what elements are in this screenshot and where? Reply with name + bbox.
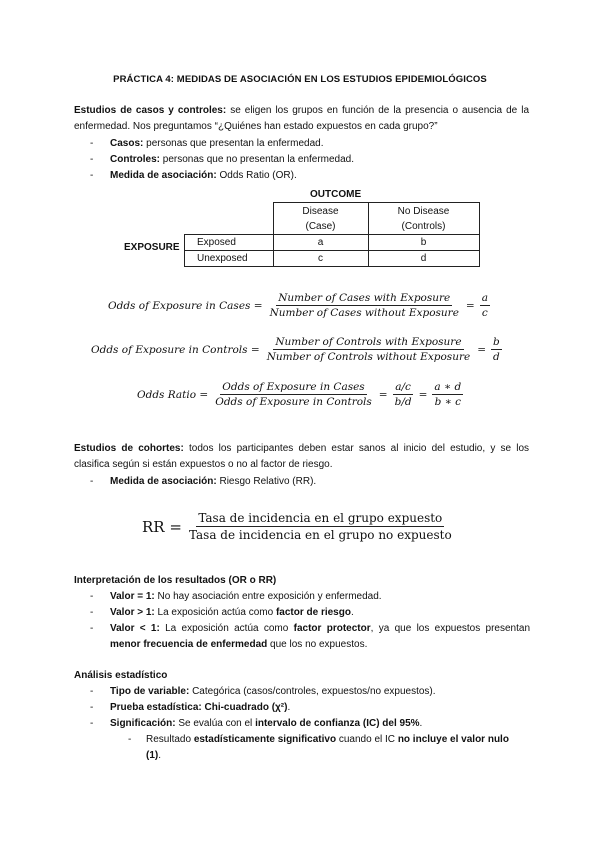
cohortes-paragraph: [74, 441, 529, 473]
denominator: Number of Cases without Exposure: [269, 307, 459, 319]
bullet-dash: -: [90, 686, 94, 697]
fraction: [213, 381, 374, 408]
header-line: (Controls): [401, 220, 446, 232]
casos-controles-intro: se eligen los grupos en función de la presencia o ausencia de la enfermedad. Nos preguntamos “¿Quiénes han estado expuestos en cada grupo?”: [74, 105, 529, 132]
formula-lhs: Odds of Exposure in Controls =: [91, 343, 260, 356]
bullet-label: Valor < 1:: [110, 623, 160, 634]
interpretacion-heading: Interpretación de los resultados (OR o RR): [74, 575, 277, 586]
bullet-label: Valor > 1:: [110, 607, 155, 618]
bullet-text: La exposición actúa como: [154, 607, 276, 618]
formula-lhs: Odds Ratio =: [137, 388, 209, 401]
casos-controles-paragraph: [74, 103, 529, 135]
analisis-heading: Análisis estadístico: [74, 670, 168, 681]
numerator: Number of Cases with Exposure: [278, 292, 451, 304]
bullet-dash: -: [90, 154, 94, 165]
numerator: Odds of Exposure in Cases: [222, 381, 365, 393]
bullet-text: Se evalúa con el: [175, 718, 256, 729]
bullet-dash: -: [90, 718, 94, 729]
numerator: b: [493, 336, 500, 348]
numerator: a/c: [395, 381, 411, 393]
bullet-text: No hay asociación entre exposición y enfermedad.: [154, 591, 382, 602]
bullet-dash: -: [90, 607, 94, 618]
bullet-label: Valor = 1:: [110, 591, 155, 602]
bullet-label: Medida de asociación:: [110, 170, 217, 181]
table-cell-d: d: [368, 251, 479, 267]
bullet-text: Resultado: [146, 734, 194, 745]
denominator: b/d: [394, 396, 412, 408]
fraction: [393, 381, 414, 408]
bullet-emphasis: factor protector: [293, 623, 371, 634]
equals-sign: =: [477, 343, 487, 356]
numerator: a: [481, 292, 488, 304]
equals-sign: =: [378, 388, 388, 401]
bullet-emphasis: menor frecuencia de enfermedad: [110, 639, 268, 650]
denominator: Odds of Exposure in Controls: [215, 396, 372, 408]
bullet-dash: -: [90, 476, 94, 487]
fraction: [187, 511, 454, 542]
bullet-text: personas que no presentan la enfermedad.: [160, 154, 355, 165]
bullet-emphasis: no incluye el valor nulo (1): [146, 734, 509, 761]
row-label-unexposed: Unexposed: [185, 251, 274, 267]
table-header-disease: [273, 203, 368, 235]
exposure-label: EXPOSURE: [124, 242, 180, 253]
bullet-text: cuando el IC: [336, 734, 398, 745]
casos-controles-heading: Estudios de casos y controles:: [74, 105, 227, 116]
fraction: [432, 381, 463, 408]
fraction: [268, 292, 461, 319]
denominator: Tasa de incidencia en el grupo no expuesto: [188, 528, 452, 542]
denominator: d: [493, 351, 500, 363]
formula-odds-controls: [91, 336, 507, 363]
cohortes-heading: Estudios de cohortes:: [74, 443, 184, 454]
table-cell-a: a: [273, 235, 368, 251]
bullet-label: Controles:: [110, 154, 160, 165]
bullet-emphasis: Chi-cuadrado (χ²): [201, 702, 288, 713]
denominator: b ∗ c: [434, 396, 461, 408]
equals-sign: =: [418, 388, 428, 401]
bullet-label: Medida de asociación:: [110, 476, 217, 487]
header-line: No Disease: [397, 205, 450, 217]
bullet-text: La exposición actúa como: [159, 623, 294, 634]
bullet-text: .: [158, 750, 162, 761]
bullet-text: Odds Ratio (OR).: [216, 170, 297, 181]
fraction: [265, 336, 473, 363]
formula-odds-cases: [108, 292, 495, 319]
denominator: c: [481, 307, 488, 319]
numerator: a ∗ d: [434, 381, 462, 393]
table-corner-cell: [185, 203, 274, 235]
bullet-label: Prueba estadística:: [110, 702, 202, 713]
bullet-text: .: [287, 702, 291, 713]
bullet-label: Tipo de variable:: [110, 686, 190, 697]
header-line: (Case): [305, 220, 336, 232]
row-label-exposed: Exposed: [185, 235, 274, 251]
bullet-text: .: [350, 607, 354, 618]
bullet-dash: -: [90, 702, 94, 713]
bullet-dash: -: [90, 138, 94, 149]
bullet-text: que los no expuestos.: [267, 639, 368, 650]
numerator: Number of Controls with Exposure: [275, 336, 462, 348]
equals-sign: =: [465, 299, 475, 312]
bullet-text: Categórica (casos/controles, expuestos/no expuestos).: [189, 686, 436, 697]
formula-rr: [142, 511, 459, 542]
table-cell-c: c: [273, 251, 368, 267]
fraction: [480, 292, 490, 319]
outcome-label: OUTCOME: [310, 189, 362, 200]
formula-odds-ratio: [137, 381, 468, 408]
page-title: PRÁCTICA 4: MEDIDAS DE ASOCIACIÓN EN LOS ESTUDIOS EPIDEMIOLÓGICOS: [113, 74, 487, 85]
formula-lhs: RR =: [142, 517, 182, 536]
table-cell-b: b: [368, 235, 479, 251]
bullet-text: Riesgo Relativo (RR).: [216, 476, 317, 487]
bullet-text: personas que presentan la enfermedad.: [143, 138, 324, 149]
cohortes-intro: todos los participantes deben estar sanos al inicio del estudio, y se los clasifica según si están expuestos o no al factor de riesgo.: [74, 443, 530, 470]
bullet-text: , ya que los expuestos presentan: [370, 623, 531, 634]
bullet-text: .: [419, 718, 423, 729]
bullet-dash: -: [90, 170, 94, 181]
bullet-emphasis: estadísticamente significativo: [193, 734, 337, 745]
bullet-label: Casos:: [110, 138, 144, 149]
bullet-emphasis: intervalo de confianza (IC) del 95%: [255, 718, 420, 729]
contingency-table: [184, 202, 480, 267]
formula-lhs: Odds of Exposure in Cases =: [108, 299, 263, 312]
bullet-dash: -: [128, 734, 132, 745]
bullet-dash: -: [90, 623, 94, 634]
bullet-label: Significación:: [110, 718, 176, 729]
numerator: Tasa de incidencia en el grupo expuesto: [198, 511, 443, 525]
fraction: [491, 336, 502, 363]
table-header-no-disease: [368, 203, 479, 235]
bullet-emphasis: factor de riesgo: [275, 607, 351, 618]
bullet-dash: -: [90, 591, 94, 602]
denominator: Number of Controls without Exposure: [266, 351, 471, 363]
header-line: Disease: [302, 205, 339, 217]
